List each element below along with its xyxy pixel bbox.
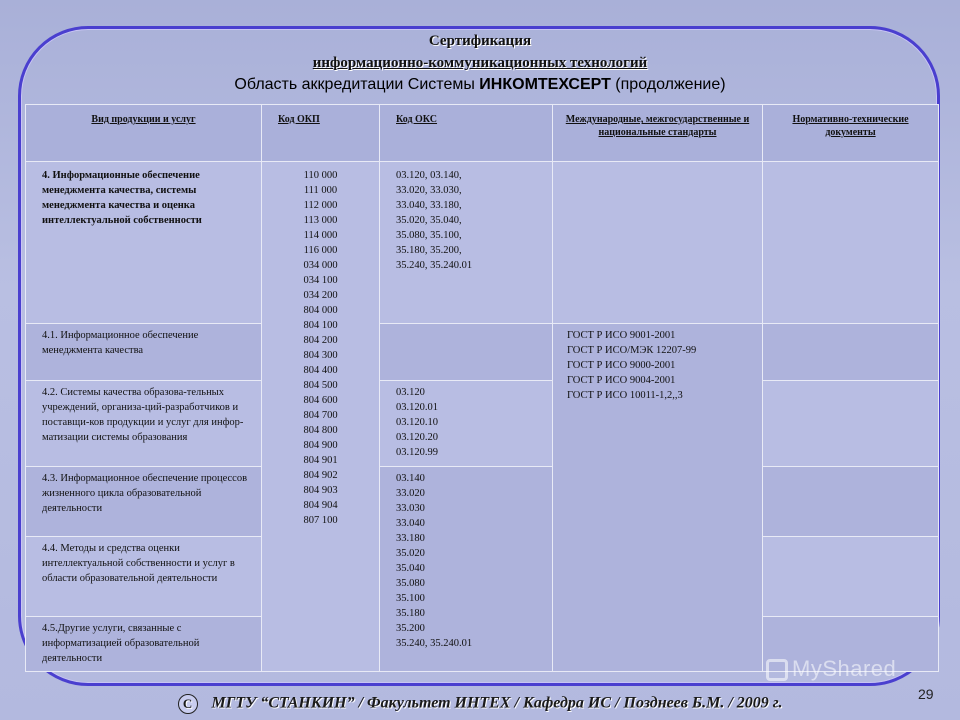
header-product: Вид продукции и услуг (26, 105, 262, 162)
header-norms: Нормативно-технические документы (763, 105, 939, 162)
okp-codes-cell: 110 000 111 000 112 000 113 000 114 000 116 000 034 000 034 100 034 200 804 000 804 100 804 200 804 300 804 400 804 500 804 600 804 700 804 800 804 900 804 901 804 902 804 903 804 904 807 100 (262, 162, 380, 672)
system-name: ИНКОМТЕХСЕРТ (479, 76, 611, 93)
myshared-logo-icon (766, 659, 788, 681)
oks-cell-4-1 (380, 324, 553, 381)
product-cell-4-5: 4.5.Другие услуги, связанные с информатизацией образовательной деятельности (26, 617, 262, 672)
footer-text: МГТУ “СТАНКИН” / Факультет ИНТЕХ / Кафедра ИС / Позднеев Б.М. / 2009 г. (211, 694, 783, 712)
product-cell-4-1: 4.1. Информационное обеспечение менеджмента качества (26, 324, 262, 381)
accreditation-table (25, 104, 939, 672)
header-okp: Код ОКП (262, 105, 380, 162)
standards-cell-gost: ГОСТ Р ИСО 9001-2001 ГОСТ Р ИСО/МЭК 12207-99 ГОСТ Р ИСО 9000-2001 ГОСТ Р ИСО 9004-2001 ГОСТ Р ИСО 10011-1,2,,3 (553, 324, 763, 672)
oks-cell-4-3: 03.140 33.020 33.030 33.040 33.180 35.020 35.040 35.080 35.100 35.180 35.200 35.240, 35.240.01 (380, 467, 553, 672)
norms-cell-4 (763, 162, 939, 324)
page-number: 29 (918, 686, 934, 702)
product-cell-4-4: 4.4. Методы и средства оценки интеллектуальной собственности и услуг в области образовательной деятельности (26, 537, 262, 617)
product-cell-4-3: 4.3. Информационное обеспечение процессов жизненного цикла образовательной деятельности (26, 467, 262, 537)
norms-cell-4-1 (763, 324, 939, 381)
oks-cell-4-2: 03.120 03.120.01 03.120.10 03.120.20 03.120.99 (380, 381, 553, 467)
copyright-icon: С (178, 694, 198, 714)
watermark: MyShared (766, 656, 896, 682)
oks-cell-4: 03.120, 03.140, 33.020, 33.030, 33.040, 33.180, 35.020, 35.040, 35.080, 35.100, 35.180, 35.200, 35.240, 35.240.01 (380, 162, 553, 324)
title-ict: информационно-коммуникационных технологий (312, 55, 648, 71)
title-certification: Сертификация (428, 33, 532, 49)
header-standards: Международные, межгосударственные и национальные стандарты (553, 105, 763, 162)
norms-cell-4-2 (763, 381, 939, 467)
norms-cell-4-3 (763, 467, 939, 537)
standards-cell-4 (553, 162, 763, 324)
footer (0, 694, 960, 714)
header-oks: Код ОКС (380, 105, 553, 162)
product-cell-4-2: 4.2. Системы качества образова-тельных учреждений, организа-ций-разработчиков и поставщи-ков продукции и услуг для инфор-матизации системы образования (26, 381, 262, 467)
product-cell-4: 4. Информационные обеспечение менеджмента качества, системы менеджмента качества и оценка интеллектуальной собственности (26, 162, 262, 324)
norms-cell-4-4 (763, 537, 939, 617)
title-accreditation: Область аккредитации Системы ИНКОМТЕХСЕРТ (продолжение) (234, 76, 726, 93)
